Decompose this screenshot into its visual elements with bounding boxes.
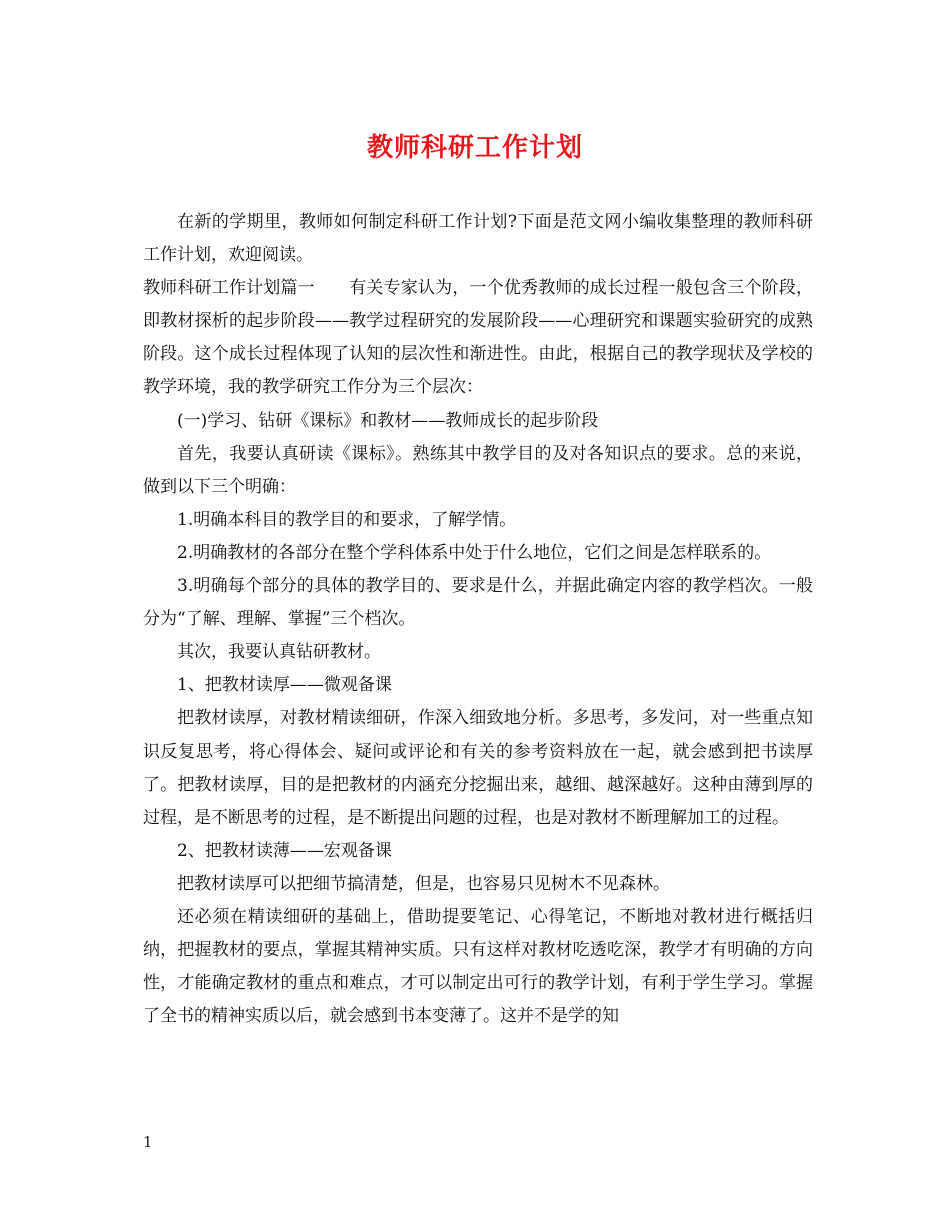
document-body [143,206,813,1033]
paragraph: 把教材读厚可以把细节搞清楚，但是，也容易只见树木不见森林。 [177,873,670,894]
document-title: 教师科研工作计划 [366,133,583,163]
paragraph: 把教材读厚，对教材精读细研，作深入细致地分析。多思考，多发问，对一些重点知识反复思考，将心得体会、疑问或评论和有关的参考资料放在一起，就会感到把书读厚了。把教材读厚，目的是把教材的内涵充分挖掘出来，越细、越深越好。这种由薄到厚的过程，是不断思考的过程，是不断提出问题的过程，也是对教材不断理解加工的过程。 [143,708,813,828]
paragraph: 1、把教材读厚——微观备课 [177,675,392,696]
page-number: 1 [143,1133,153,1151]
paragraph: 其次，我要认真钻研教材。 [177,642,381,663]
paragraph: 教师科研工作计划篇一 有关专家认为，一个优秀教师的成长过程一般包含三个阶段，即教材探析的起步阶段——教学过程研究的发展阶段——心理研究和课题实验研究的成熟阶段。这个成长过程体现了认知的层次性和渐进性。由此，根据自己的教学现状及学校的教学环境，我的教学研究工作分为三个层次： [143,278,813,398]
paragraph: 2、把教材读薄——宏观备课 [177,840,392,861]
paragraph: (一)学习、钻研《课标》和教材——教师成长的起步阶段 [177,410,599,431]
paragraph: 3.明确每个部分的具体的教学目的、要求是什么，并据此确定内容的教学档次。一般分为“了解、理解、掌握”三个档次。 [143,576,813,630]
paragraph: 在新的学期里，教师如何制定科研工作计划?下面是范文网小编收集整理的教师科研工作计划，欢迎阅读。 [143,212,813,266]
paragraph: 还必须在精读细研的基础上，借助提要笔记、心得笔记，不断地对教材进行概括归纳，把握教材的要点，掌握其精神实质。只有这样对教材吃透吃深，教学才有明确的方向性，才能确定教材的重点和难点，才可以制定出可行的教学计划，有利于学生学习。掌握了全书的精神实质以后，就会感到书本变薄了。这并不是学的知 [143,906,813,1027]
paragraph: 首先，我要认真研读《课标》。熟练其中教学目的及对各知识点的要求。总的来说，做到以下三个明确： [143,443,813,497]
paragraph: 2.明确教材的各部分在整个学科体系中处于什么地位，它们之间是怎样联系的。 [177,542,772,563]
paragraph: 1.明确本科目的教学目的和要求，了解学情。 [177,509,517,530]
